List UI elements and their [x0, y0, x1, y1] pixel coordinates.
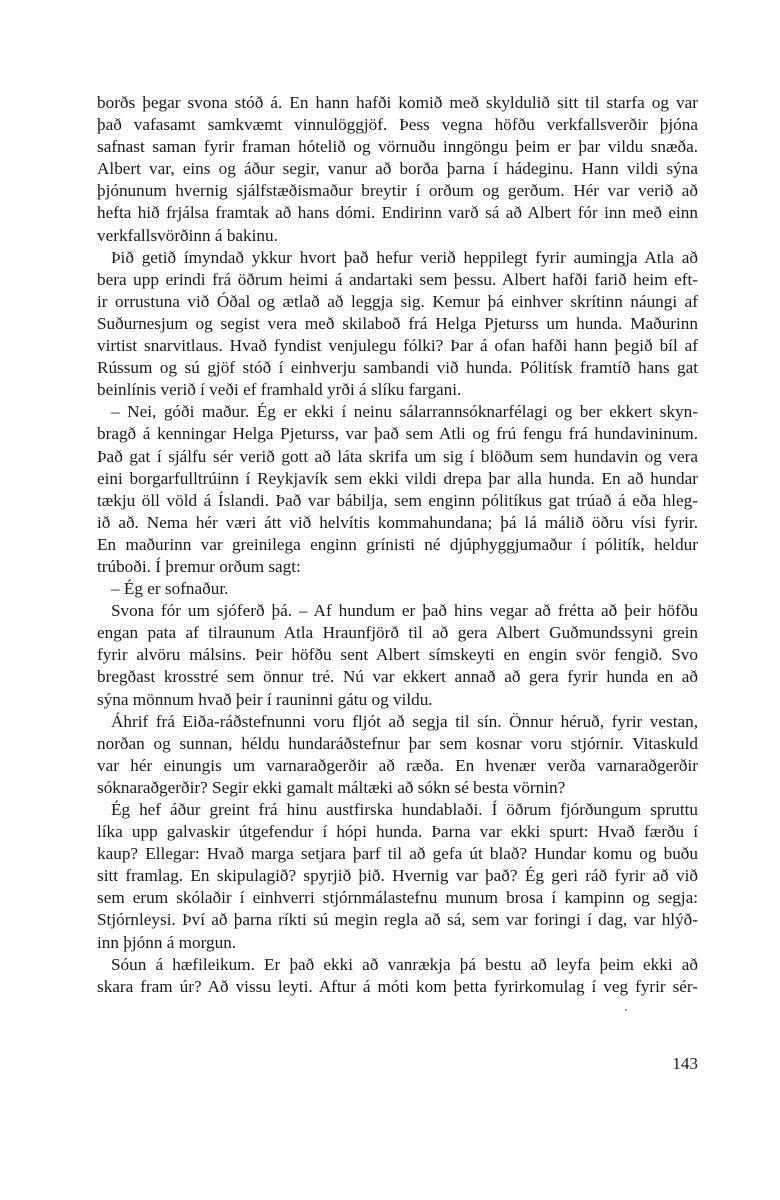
text-line: Svona fór um sjóferð þá. – Af hundum er það hins vegar að frétta að þeir höfðu — [111, 601, 698, 621]
text-line: var hér einungis um varnaraðgerðir að ræða. En hvenær verða varnaraðgerðir — [97, 755, 698, 775]
text-line: verkfallsvörðinn á bakinu. — [97, 225, 278, 245]
text-line: Albert var, eins og áður segir, vanur að borða þarna í hádeginu. Hann vildi sýna — [97, 159, 698, 179]
text-line: borðs þegar svona stóð á. En hann hafði komið með skyldulið sitt til starfa og var — [97, 93, 698, 112]
text-line: inn þjónn á morgun. — [97, 932, 237, 952]
text-line: ir orrustuna við Óðal og ætlað að leggja sig. Kemur þá einhver skrítinn náungi af — [97, 291, 698, 311]
text-line: Sóun á hæfileikum. Er það ekki að vanrækja þá bestu að leyfa þeim ekki að — [111, 954, 698, 974]
text-line: virtist snarvitlaus. Hvað fyndist venjulegu fólki? Þar á ofan hafði hann þegið bíl af — [97, 336, 698, 356]
text-line: norðan og sunnan, héldu hundaráðstefnur þar sem kosnar voru stjórnir. Vitaskuld — [97, 733, 698, 753]
text-line: líka upp galvaskir útgefendur í hópi hunda. Þarna var ekki spurt: Hvað færðu í — [97, 822, 698, 842]
text-line: kaup? Ellegar: Hvað marga setjara þarf til að gefa út blað? Hundar komu og buðu — [97, 844, 698, 864]
text-line: Þið getið ímyndað ykkur hvort það hefur verið heppilegt fyrir aumingja Atla að — [111, 247, 698, 267]
text-line: sitt framlag. En skipulagið? spyrjið þið. Hvernig var það? Ég geri ráð fyrir að við — [97, 866, 698, 886]
text-line: Rússum og sú gjöf stóð í einhverju sambandi við hunda. Pólitísk framtíð hans gat — [97, 358, 698, 378]
text-line: bragð á kenningar Helga Pjeturss, var það sem Atli og frú fengu frá hundavininum. — [97, 424, 698, 444]
text-line: trúboði. Í þremur orðum sagt: — [97, 556, 301, 576]
text-line: Suðurnesjum og segist vera með skilaboð frá Helga Pjeturss um hunda. Maðurinn — [97, 313, 698, 333]
text-line: eini borgarfulltrúinn í Reykjavík sem ekki vildi drepa þar alla hunda. En að hundar — [97, 468, 698, 488]
text-line: Ég hef áður greint frá hinu austfirska hundablaði. Í öðrum fjórðungum spruttu — [111, 800, 698, 819]
text-line: tækju öll völd á Íslandi. Það var bábilja, sem enginn pólitíkus gat trúað á eða hleg- — [97, 490, 698, 510]
text-line: engan pata af tilraunum Atla Hraunfjörð til að gera Albert Guðmundssyni grein — [97, 623, 698, 643]
text-line: – Ég er sofnaður. — [111, 579, 229, 599]
text-line: bera upp erindi frá öðrum heimi á andartaki sem þessu. Albert hafði farið heim eft- — [97, 269, 698, 289]
text-line: – Nei, góði maður. Ég er ekki í neinu sálarrannsóknarfélagi og ber ekkert skyn- — [111, 402, 698, 422]
text-line: beinlínis verið í veði ef framhald yrði á slíku fargani. — [97, 380, 462, 400]
text-line: það vafasamt samkvæmt vinnulöggjöf. Þess vegna höfðu verkfallsverðir þjóna — [97, 115, 698, 135]
text-line: Það gat í sjálfu sér verið gott að láta skrifa um sig í blöðum sem hundavin og vera — [97, 446, 698, 466]
scan-speck — [625, 1009, 627, 1011]
text-line: sem erum skólaðir í einhverri stjórnmálastefnu munum brosa í kampinn og segja: — [97, 888, 698, 908]
text-line: Áhrif frá Eiða-ráðstefnunni voru fljót að segja til sín. Önnur héruð, fyrir vestan, — [111, 711, 698, 731]
text-line: hefta hið frjálsa framtak að hans dómi. Endirinn varð sá að Albert fór inn með einn — [97, 203, 698, 223]
page-body — [97, 92, 698, 998]
text-line: ið að. Nema hér væri átt við helvítis kommahundana; þá lá málið öðru vísi fyrir. — [97, 512, 698, 532]
text-line: sýna mönnum hvað þeir í rauninni gátu og vildu. — [97, 689, 433, 709]
text-line: safnast saman fyrir framan hótelið og vörnuðu inngöngu þeim er þar vildu snæða. — [97, 137, 698, 157]
text-line: En maðurinn var greinilega enginn grínisti né djúphyggjumaður í pólitík, heldur — [97, 534, 698, 554]
text-line: þjónunum hvernig sjálfstæðismaður breytir í orðum og gerðum. Hér var verið að — [97, 181, 698, 201]
text-line: skara fram úr? Að vissu leyti. Aftur á móti kom þetta fyrirkomulag í veg fyrir sér- — [97, 976, 698, 996]
text-line: fyrir alvöru málsins. Þeir höfðu sent Albert símskeyti en engin svör fengið. Svo — [97, 645, 698, 665]
text-line: bregðast krosstré sem önnur tré. Nú var ekkert annað að gera fyrir hunda en að — [97, 667, 698, 687]
text-line: sóknaraðgerðir? Segir ekki gamalt máltæki að sókn sé besta vörnin? — [97, 777, 566, 797]
page-number: 143 — [672, 1054, 698, 1073]
text-line: Stjórnleysi. Því að þarna ríkti sú megin regla að sá, sem var foringi í dag, var hlýð- — [97, 910, 698, 930]
